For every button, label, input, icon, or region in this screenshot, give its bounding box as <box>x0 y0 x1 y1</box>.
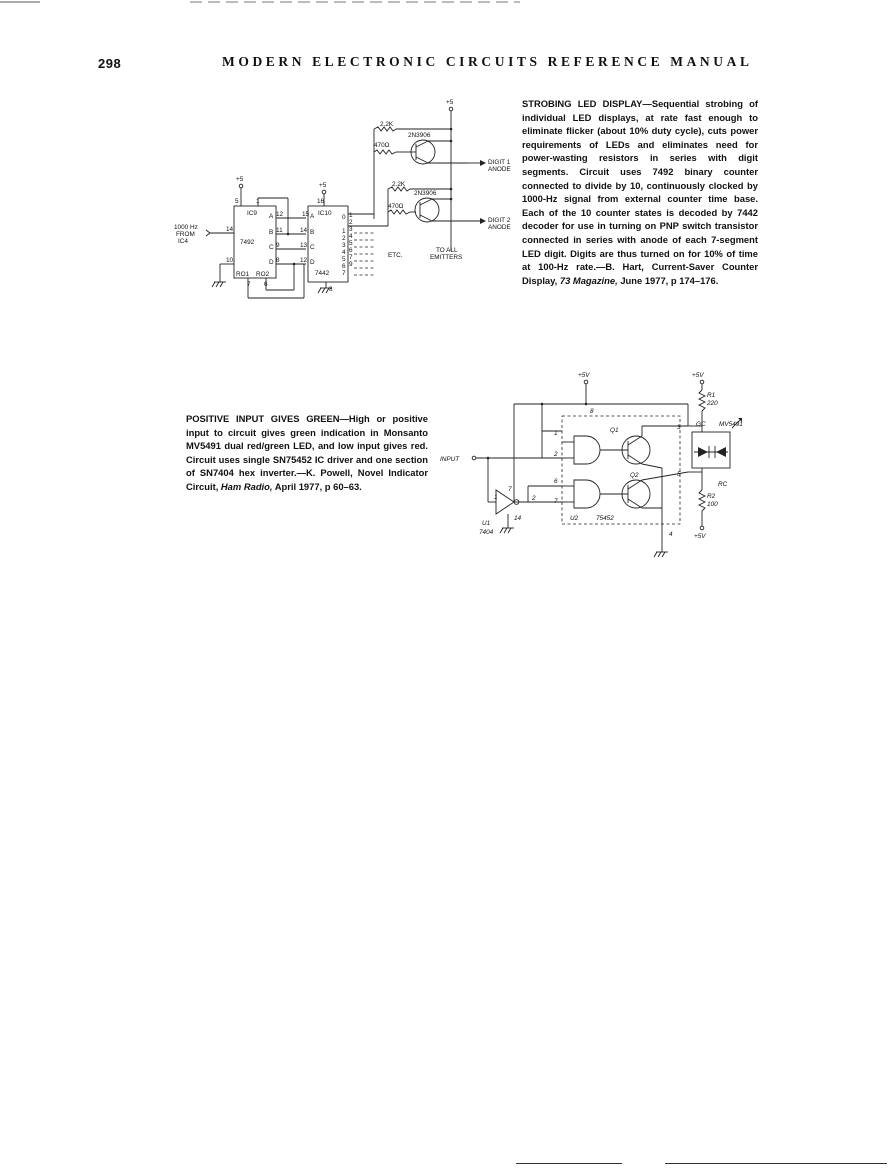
vcc3-label: +5V <box>694 533 706 540</box>
u1-label: U1 <box>482 520 491 527</box>
u1-inverter <box>496 490 514 514</box>
svg-text:8: 8 <box>329 286 333 293</box>
svg-text:5: 5 <box>342 256 346 263</box>
svg-text:A: A <box>269 213 274 220</box>
svg-text:0: 0 <box>342 214 346 221</box>
q2-label: 2N3906 <box>414 190 437 197</box>
green-caption-date: April 1977, p 60–63. <box>274 480 362 492</box>
svg-text:4: 4 <box>349 233 353 240</box>
scan-bottom-rule-left <box>516 1163 622 1164</box>
svg-text:2: 2 <box>342 235 346 242</box>
svg-text:C: C <box>310 244 315 251</box>
svg-text:1: 1 <box>256 198 260 205</box>
u1-part: 7404 <box>479 529 494 536</box>
r2-label: 470Ω <box>374 142 390 149</box>
ic10-part: 7442 <box>315 270 330 277</box>
running-title: MODERN ELECTRONIC CIRCUITS REFERENCE MANUAL <box>222 54 753 69</box>
vcc2-label: +5V <box>692 372 704 379</box>
emitters-label-a: TO ALL <box>436 247 458 254</box>
input-label: INPUT <box>440 456 460 463</box>
svg-text:9: 9 <box>349 261 353 268</box>
strobing-caption-source: 73 Magazine, <box>559 274 618 286</box>
vcc-top-terminal <box>449 107 453 111</box>
svg-text:D: D <box>310 259 315 266</box>
green-caption-source: Ham Radio, <box>220 480 273 492</box>
svg-text:GC: GC <box>696 421 706 428</box>
svg-text:11: 11 <box>276 227 283 234</box>
svg-text:1: 1 <box>342 228 346 235</box>
strobing-caption-head: STROBING LED DISPLAY <box>522 98 643 109</box>
svg-text:6: 6 <box>264 281 268 288</box>
svg-text:D: D <box>269 259 274 266</box>
svg-text:16: 16 <box>317 198 325 205</box>
vcc-ic9-label: +5 <box>236 176 244 183</box>
svg-text:RO2: RO2 <box>256 271 270 278</box>
r2-resistor <box>699 490 705 511</box>
svg-text:3: 3 <box>342 242 346 249</box>
ic10-label: IC10 <box>318 210 332 217</box>
svg-text:14: 14 <box>514 515 522 522</box>
svg-text:6: 6 <box>554 478 558 485</box>
q1-label: Q1 <box>610 427 619 434</box>
u2-part: 75452 <box>596 515 614 522</box>
gate2 <box>574 480 600 508</box>
green-caption: POSITIVE INPUT GIVES GREEN—High or positive input to circuit gives green indication in Monsanto MV5491 dual red/green LED, and low input gives red. Circuit uses single SN75452 IC driver and one section of SN7404 hex inverter.—K. Powell, Novel Indicator Circuit, Ham Radio, April 1977, p 60–63. <box>186 413 428 492</box>
vcc-top-label: +5 <box>446 99 454 106</box>
svg-text:7: 7 <box>349 254 353 261</box>
emitters-label-b: EMITTERS <box>430 254 463 261</box>
svg-text:13: 13 <box>300 242 308 249</box>
r4-resistor <box>388 210 410 214</box>
svg-text:7: 7 <box>247 281 251 288</box>
svg-text:RC: RC <box>718 481 728 488</box>
svg-text:7: 7 <box>554 498 558 505</box>
clock-label-b: FROM <box>176 231 195 238</box>
strobing-caption: STROBING LED DISPLAY—Sequential strobing of individual LED displays, at rate fast enough to eliminate flicker (about 10% duty cycle), cuts power requirements of LEDs and eliminates need for power-wasting resistors in series with digit segments. Circuit uses 7492 binary counter connected to divide by 10, continuously clocked by 1000-Hz signal from external counter time base. Each of the 10 counter states is decoded by 7442 decoder for use in turning on PNP switch transistor connected in series with anode of each 7-segment LED digit. Digits are thus turned on for 10% of time at 100-Hz rate.—B. Hart, Current-Saver Counter Display, 73 Magazine, June 1977, p 174–176. <box>522 98 758 286</box>
svg-text:3: 3 <box>677 424 681 431</box>
strobing-caption-date: June 1977, p 174–176. <box>620 274 719 286</box>
green-caption-head: POSITIVE INPUT GIVES GREEN <box>186 413 340 424</box>
page-number: 298 <box>98 56 122 71</box>
r1-resistor <box>699 390 705 411</box>
svg-text:10: 10 <box>226 257 234 264</box>
strobing-led-schematic <box>168 94 520 316</box>
svg-text:1: 1 <box>349 212 353 219</box>
svg-text:9: 9 <box>276 242 280 249</box>
digit1-label-b: ANODE <box>488 166 511 173</box>
r2-resistor <box>374 150 396 154</box>
ic9-label: IC9 <box>247 210 257 217</box>
svg-text:RO1: RO1 <box>236 271 250 278</box>
svg-text:2: 2 <box>554 451 558 458</box>
svg-text:14: 14 <box>300 227 308 234</box>
r3-resistor <box>388 187 410 191</box>
r1-value: 220 <box>707 400 718 407</box>
svg-text:1: 1 <box>494 494 498 501</box>
svg-text:3: 3 <box>349 226 353 233</box>
svg-text:15: 15 <box>302 211 310 218</box>
svg-text:12: 12 <box>276 211 284 218</box>
input-terminal <box>472 456 476 460</box>
svg-text:2: 2 <box>349 219 353 226</box>
svg-text:B: B <box>269 229 274 236</box>
svg-text:A: A <box>310 213 315 220</box>
r2-label: R2 <box>707 493 716 500</box>
digit2-label-a: DIGIT 2 <box>488 217 511 224</box>
digit1-label-a: DIGIT 1 <box>488 159 511 166</box>
r2-value: 100 <box>707 501 718 508</box>
scan-bottom-rule-right <box>665 1163 887 1164</box>
q1-label: 2N3906 <box>408 132 431 139</box>
vcc1-label: +5V <box>578 372 590 379</box>
svg-text:14: 14 <box>226 226 234 233</box>
etc-label: ETC. <box>388 252 403 259</box>
r4-label: 470Ω <box>388 203 404 210</box>
r1-label: R1 <box>707 392 716 399</box>
svg-text:2: 2 <box>532 495 536 502</box>
svg-text:12: 12 <box>300 257 308 264</box>
svg-text:4: 4 <box>669 531 673 538</box>
vcc-ic10-label: +5 <box>319 182 327 189</box>
r3-label: 2.2K <box>392 181 406 188</box>
svg-text:5: 5 <box>235 198 239 205</box>
r1-label: 2.2K <box>380 121 394 128</box>
svg-text:8: 8 <box>276 257 280 264</box>
strobing-caption-credit: B. Hart, Current-Saver Counter Display, <box>522 261 758 286</box>
ic9-part: 7492 <box>240 239 255 246</box>
svg-text:6: 6 <box>349 247 353 254</box>
q2-label: Q2 <box>630 472 639 479</box>
svg-text:5: 5 <box>349 240 353 247</box>
green-indicator-schematic <box>436 368 766 580</box>
gate1 <box>574 436 600 464</box>
svg-text:7: 7 <box>342 270 346 277</box>
svg-text:5: 5 <box>677 471 681 478</box>
svg-text:C: C <box>269 244 274 251</box>
svg-text:B: B <box>310 229 315 236</box>
svg-text:4: 4 <box>342 249 346 256</box>
svg-text:7: 7 <box>508 486 512 493</box>
digit2-label-b: ANODE <box>488 224 511 231</box>
svg-text:6: 6 <box>342 263 346 270</box>
scan-top-rule <box>0 0 895 8</box>
svg-text:8: 8 <box>590 408 594 415</box>
green-caption-credit: K. Powell, Novel Indicator Circuit, <box>186 467 428 492</box>
led-label: MV5491 <box>719 421 743 428</box>
clock-label-c: IC4 <box>178 238 188 245</box>
svg-text:1: 1 <box>554 430 558 437</box>
green-caption-body: High or positive input to circuit gives green indication in Monsanto MV5491 dual red/green LED, and low input gives red. Circuit uses single SN75452 IC driver and one section of SN7404 hex inverter. <box>186 413 428 479</box>
strobing-caption-body: Sequential strobing of individual LED displays, at rate fast enough to eliminate flicker (about 10% duty cycle), cuts power requirements of LEDs and eliminates need for power-wasting resistors in series with digit segments. Circuit uses 7492 binary counter connected to divide by 10, continuously clocked by 1000-Hz signal from external counter time base. Each of the 10 counter states is decoded by 7442 decoder for use in turning on PNP switch transistor connected in series with anode of each 7-segment LED digit. Digits are thus turned on for 10% of time at 100-Hz rate. <box>522 98 758 273</box>
u2-label: U2 <box>570 515 579 522</box>
clock-label-a: 1000 Hz <box>174 224 198 231</box>
